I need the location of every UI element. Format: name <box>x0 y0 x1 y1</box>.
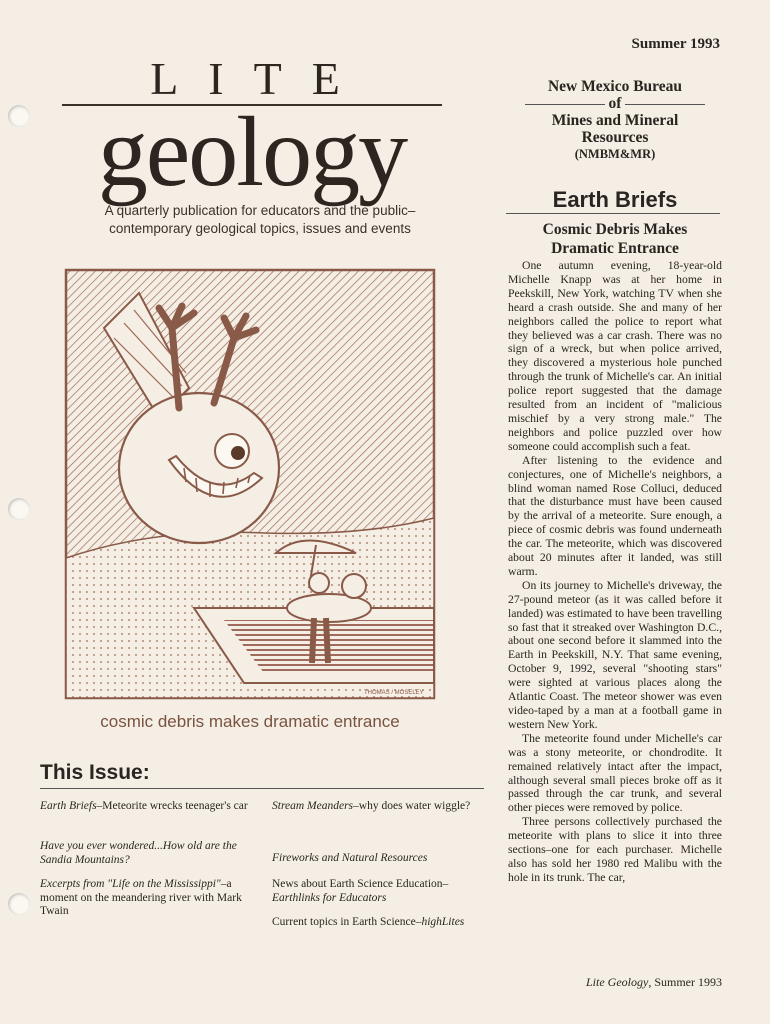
binder-hole <box>8 498 30 520</box>
toc-item-title: Fireworks and Natural Resources <box>272 852 428 864</box>
toc-item-mississippi <box>40 878 255 919</box>
publisher-block <box>510 78 720 163</box>
toc-item-title: Have you ever wondered...How old are the Sandia Mountains? <box>40 840 237 866</box>
article-paragraph: The meteorite found under Michelle's car was a stony meteorite, or chondrodite. It remained relatively intact after the impact, although several small pieces broke off as it passed through the car trunk, and several other pieces were removed by police. <box>508 731 722 815</box>
tagline-line-1: A quarterly publication for educators and the public– <box>104 203 416 218</box>
article-paragraph: Three persons collectively purchased the meteorite with plans to slice it into three sections–one for each purchaser. Michelle also has sold her 1980 red Malibu with the hole in its trunk. The car, <box>508 815 722 884</box>
tagline <box>60 202 460 238</box>
binder-hole <box>8 893 30 915</box>
publisher-line-4: Resources <box>581 129 649 146</box>
illustration-caption: cosmic debris makes dramatic entrance <box>100 712 400 731</box>
toc-item-desc: Current topics in Earth Science– <box>272 916 422 928</box>
illustration-credit: THOMAS / MOSELEY <box>364 690 424 696</box>
toc-item-desc: –a moment on the meandering river with Mark Twain <box>40 878 242 917</box>
logo-geology: geology <box>97 96 407 207</box>
issue-date: Summer 1993 <box>631 36 720 52</box>
toc-item-desc: News about Earth Science Education– <box>272 878 449 890</box>
tagline-line-2: contemporary geological topics, issues and events <box>109 221 411 236</box>
toc-item-title: Stream Meanders <box>272 800 354 812</box>
toc-item-sandia <box>40 840 255 867</box>
article-paragraph: On its journey to Michelle's driveway, the 27-pound meteor (as it was called before it landed) was estimated to have been travelling so fast that it streaked over Washington D.C., about one second before it slammed into the Earth in Peekskill, N.Y. That same evening, October 9, 1992, several "shooting stars" were sighted at various places along the Atlantic Coast. The meteor shower was even video-taped by a man at a football game in western New York. <box>508 578 722 731</box>
publisher-line-3: Mines and Mineral <box>551 112 679 129</box>
article-body <box>508 259 722 885</box>
cartoon-illustration <box>64 268 436 700</box>
publisher-line-1: New Mexico Bureau <box>547 78 683 95</box>
toc-item-earth-briefs <box>40 800 255 814</box>
headline-line-2: Dramatic Entrance <box>551 240 679 257</box>
publisher-abbr: (NMBM&MR) <box>574 147 656 161</box>
section-divider <box>506 213 720 214</box>
publisher-line-2: of <box>608 95 622 112</box>
article-paragraph: One autumn evening, 18-year-old Michelle Knapp was at her home in Peekskill, New York, watching TV when she heard a crash outside. She and many of her neighbors called the police to report what they believed was a car crash. There was no sign of a wreck, but when police arrived, they discovered a mysterious hole punched through the trunk of Michelle's car. An initial police report suggested that the damage resulted from an incident of "malicious mischief by a very strong male." The neighbors and police puzzled over how someone could accomplish such a feat. <box>508 259 722 453</box>
article-paragraph: After listening to the evidence and conjectures, one of Michelle's neighbors, a blind woman named Rose Colluci, deduced that the disturbance must have been caused by the arrival of a meteorite. Sure enough, a piece of cosmic debris was found underneath the car. The meteorite, which was discovered about 20 minutes after it landed, was still warm. <box>508 453 722 578</box>
headline-line-1: Cosmic Debris Makes <box>542 221 688 238</box>
toc-item-desc: –Meteorite wrecks teenager's car <box>96 800 248 812</box>
footer-issue: , Summer 1993 <box>648 975 722 989</box>
toc-item-stream-meanders <box>272 800 482 814</box>
article-headline <box>512 220 718 258</box>
toc-item-title: Earthlinks for Educators <box>272 891 387 904</box>
toc-item-highlites <box>272 916 487 930</box>
toc-item-title: Earth Briefs <box>40 800 97 812</box>
page-footer <box>560 975 722 990</box>
binder-hole <box>8 105 30 127</box>
toc-item-desc: –why does water wiggle? <box>353 800 471 812</box>
toc-item-earthlinks <box>272 878 482 905</box>
section-title-earth-briefs: Earth Briefs <box>552 187 678 212</box>
footer-publication: Lite Geology <box>586 975 649 989</box>
this-issue-divider <box>40 788 484 789</box>
logo-lite: LITE <box>150 53 370 104</box>
this-issue-title: This Issue: <box>40 761 150 784</box>
toc-item-title: highLites <box>421 916 465 928</box>
toc-item-fireworks <box>272 852 482 866</box>
toc-item-title: Excerpts from "Life on the Mississippi" <box>40 878 221 890</box>
